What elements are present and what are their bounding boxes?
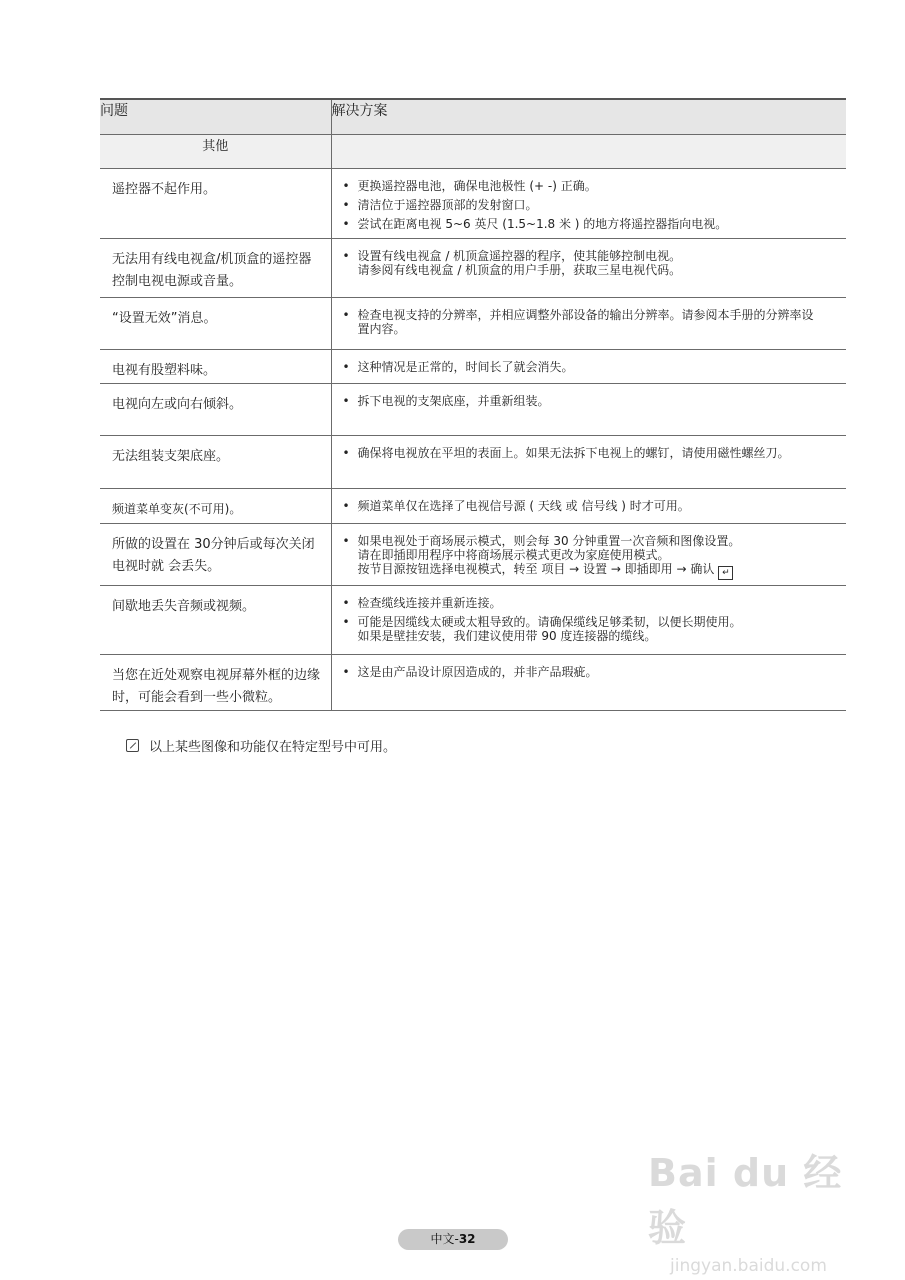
problem-text: 无法用有线电视盒/机顶盒的遥控器控制电视电源或音量。 — [112, 252, 312, 289]
solution-item: • 可能是因缆线太硬或太粗导致的。请确保缆线足够柔韧，以便长期使用。 如果是壁挂安装，我们建议使用带 90 度连接器的缆线。 — [342, 615, 742, 643]
page-label-prefix: 中文- — [430, 1232, 459, 1246]
solution-item: • 检查电视支持的分辨率，并相应调整外部设备的输出分辨率。请参阅本手册的分辨率设 置内容。 — [342, 308, 814, 336]
solution-item: • 检查缆线连接并重新连接。 — [342, 596, 502, 610]
problem-text: 当您在近处观察电视屏幕外框的边缘时，可能会看到一些小微粒。 — [112, 668, 321, 705]
table-row — [100, 586, 846, 655]
problem-text: 无法组装支架底座。 — [112, 449, 230, 464]
table-row — [100, 169, 846, 239]
problem-text: 所做的设置在 30分钟后或每次关闭电视时就 会丢失。 — [112, 537, 315, 574]
problem-text: 频道菜单变灰(不可用)。 — [112, 502, 242, 516]
category-label: 其他 — [100, 135, 331, 169]
watermark-url: jingyan.baidu.com — [670, 1256, 827, 1276]
solution-item: • 更换遥控器电池，确保电池极性 (+ -) 正确。 — [342, 179, 597, 193]
note-icon — [126, 739, 139, 752]
header-problem: 问题 — [100, 99, 331, 135]
solution-item: • 如果电视处于商场展示模式，则会每 30 分钟重置一次音频和图像设置。 请在即插即用程序中将商场展示模式更改为家庭使用模式。 按节目源按钮选择电视模式，转至 项目 → 设置 → 即插即用 → 确认 ↵ — [342, 534, 741, 578]
solution-item: • 拆下电视的支架底座，并重新组装。 — [342, 394, 550, 408]
footnote — [126, 736, 396, 755]
solution-item: • 清洁位于遥控器顶部的发射窗口。 — [342, 198, 538, 212]
table-row — [100, 655, 846, 711]
table-row — [100, 350, 846, 384]
enter-icon: ↵ — [718, 566, 733, 580]
footnote-text: 以上某些图像和功能仅在特定型号中可用。 — [149, 740, 397, 755]
category-empty-cell — [331, 135, 846, 169]
page-number-badge — [398, 1229, 508, 1250]
category-row — [100, 135, 846, 169]
table-row — [100, 489, 846, 524]
solution-item: • 这种情况是正常的，时间长了就会消失。 — [342, 360, 574, 374]
table-row — [100, 239, 846, 298]
baidu-watermark — [648, 1142, 858, 1276]
troubleshooting-table — [100, 98, 846, 711]
problem-text: 遥控器不起作用。 — [112, 182, 217, 197]
table-row — [100, 384, 846, 436]
header-solution: 解决方案 — [331, 99, 846, 135]
table-row — [100, 436, 846, 489]
table-row — [100, 524, 846, 586]
problem-text: 电视向左或向右倾斜。 — [112, 397, 243, 412]
table-row — [100, 298, 846, 350]
solution-item: • 设置有线电视盒 / 机顶盒遥控器的程序，使其能够控制电视。 请参阅有线电视盒 / 机顶盒的用户手册，获取三星电视代码。 — [342, 249, 682, 277]
problem-text: “设置无效”消息。 — [112, 311, 217, 326]
solution-item: • 频道菜单仅在选择了电视信号源 ( 天线 或 信号线 ) 时才可用。 — [342, 499, 690, 513]
problem-text: 电视有股塑料味。 — [112, 363, 217, 378]
page-number: 32 — [458, 1232, 476, 1246]
watermark-logo: Bai du 经验 — [648, 1151, 843, 1250]
table-header-row — [100, 99, 846, 135]
solution-item: • 这是由产品设计原因造成的，并非产品瑕疵。 — [342, 665, 598, 679]
solution-item: • 确保将电视放在平坦的表面上。如果无法拆下电视上的螺钉，请使用磁性螺丝刀。 — [342, 446, 790, 460]
solution-item: • 尝试在距离电视 5~6 英尺 (1.5~1.8 米 ) 的地方将遥控器指向电视。 — [342, 217, 728, 231]
problem-text: 间歇地丢失音频或视频。 — [112, 599, 256, 614]
